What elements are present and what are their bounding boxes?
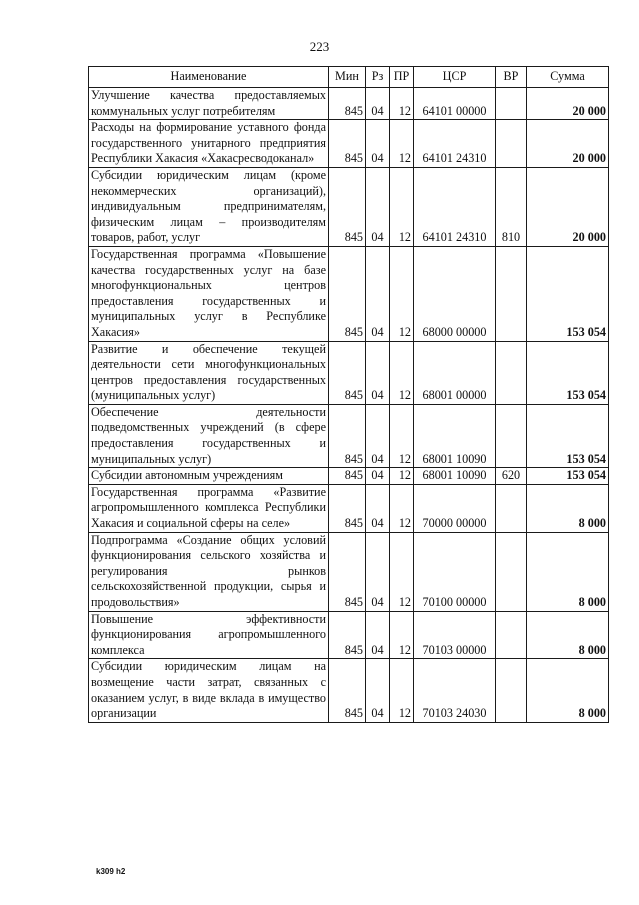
table-row [89,88,609,120]
table-row [89,484,609,532]
footer-code: k309 h2 [96,867,126,876]
cell-vr: 810 [496,167,527,246]
cell-name: Повышение эффективности функционирования агропромышленного комплекса [89,611,329,659]
cell-csr: 70103 24030 [414,659,496,722]
cell-vr [496,484,527,532]
cell-name: Улучшение качества предоставляемых коммунальных услуг потребителям [89,88,329,120]
cell-pr: 12 [390,532,414,611]
cell-pr: 12 [390,484,414,532]
cell-sum: 8 000 [527,659,609,722]
cell-min: 845 [329,484,366,532]
cell-csr: 70103 00000 [414,611,496,659]
cell-rz: 04 [366,611,390,659]
cell-min: 845 [329,404,366,467]
cell-name: Обеспечение деятельности подведомственных учреждений (в сфере предоставления государственных и муниципальных услуг) [89,404,329,467]
cell-rz: 04 [366,404,390,467]
cell-min: 845 [329,468,366,485]
cell-name: Государственная программа «Развитие агропромышленного комплекса Республики Хакасия и социальной сферы на селе» [89,484,329,532]
cell-csr: 68001 00000 [414,341,496,404]
table-row [89,468,609,485]
table-row [89,167,609,246]
cell-vr: 620 [496,468,527,485]
cell-vr [496,404,527,467]
cell-vr [496,120,527,168]
cell-vr [496,246,527,341]
table-row [89,404,609,467]
cell-pr: 12 [390,167,414,246]
cell-vr [496,341,527,404]
header-sum: Сумма [527,67,609,88]
cell-csr: 70000 00000 [414,484,496,532]
cell-min: 845 [329,246,366,341]
cell-sum: 20 000 [527,167,609,246]
cell-min: 845 [329,341,366,404]
page-number: 223 [309,39,330,54]
cell-min: 845 [329,88,366,120]
cell-csr: 64101 24310 [414,167,496,246]
table-row [89,120,609,168]
cell-sum: 8 000 [527,611,609,659]
cell-vr [496,659,527,722]
cell-rz: 04 [366,484,390,532]
cell-rz: 04 [366,468,390,485]
cell-rz: 04 [366,246,390,341]
cell-name: Субсидии юридическим лицам на возмещение части затрат, связанных с оказанием услуг, в виде вклада в имущество организации [89,659,329,722]
cell-rz: 04 [366,341,390,404]
cell-min: 845 [329,659,366,722]
cell-rz: 04 [366,88,390,120]
cell-sum: 153 054 [527,468,609,485]
budget-table [88,66,609,723]
cell-sum: 153 054 [527,246,609,341]
cell-pr: 12 [390,659,414,722]
cell-sum: 153 054 [527,404,609,467]
cell-rz: 04 [366,532,390,611]
cell-sum: 20 000 [527,88,609,120]
cell-pr: 12 [390,468,414,485]
header-pr: ПР [390,67,414,88]
cell-min: 845 [329,167,366,246]
cell-name: Государственная программа «Повышение качества государственных услуг на базе многофункциональных центров предоставления государственных и муниципальных услуг в Республике Хакасия» [89,246,329,341]
table-row [89,246,609,341]
cell-sum: 8 000 [527,532,609,611]
cell-csr: 70100 00000 [414,532,496,611]
table-row [89,532,609,611]
cell-name: Развитие и обеспечение текущей деятельности сети многофункциональных центров предоставления государственных (муниципальных услуг) [89,341,329,404]
header-rz: Рз [366,67,390,88]
cell-pr: 12 [390,611,414,659]
cell-name: Подпрограмма «Создание общих условий функционирования сельского хозяйства и регулирования рынков сельскохозяйственной продукции, сырья и продовольствия» [89,532,329,611]
header-name: Наименование [89,67,329,88]
cell-rz: 04 [366,167,390,246]
cell-vr [496,88,527,120]
cell-vr [496,532,527,611]
cell-csr: 64101 00000 [414,88,496,120]
cell-vr [496,611,527,659]
cell-min: 845 [329,120,366,168]
cell-csr: 68000 00000 [414,246,496,341]
cell-rz: 04 [366,120,390,168]
header-csr: ЦСР [414,67,496,88]
cell-pr: 12 [390,404,414,467]
cell-csr: 64101 24310 [414,120,496,168]
cell-sum: 20 000 [527,120,609,168]
cell-csr: 68001 10090 [414,404,496,467]
header-min: Мин [329,67,366,88]
cell-pr: 12 [390,88,414,120]
cell-name: Субсидии юридическим лицам (кроме некоммерческих организаций), индивидуальным предпринимателям, физическим лицам – производителям товаров, работ, услуг [89,167,329,246]
cell-sum: 153 054 [527,341,609,404]
cell-pr: 12 [390,120,414,168]
cell-rz: 04 [366,659,390,722]
cell-name: Расходы на формирование уставного фонда государственного унитарного предприятия Республики Хакасия «Хакасресводоканал» [89,120,329,168]
cell-min: 845 [329,611,366,659]
cell-sum: 8 000 [527,484,609,532]
cell-name: Субсидии автономным учреждениям [89,468,329,485]
cell-csr: 68001 10090 [414,468,496,485]
header-vr: ВР [496,67,527,88]
header-row [89,67,609,88]
cell-min: 845 [329,532,366,611]
cell-pr: 12 [390,246,414,341]
table-row [89,341,609,404]
table-row [89,611,609,659]
table-row [89,659,609,722]
cell-pr: 12 [390,341,414,404]
